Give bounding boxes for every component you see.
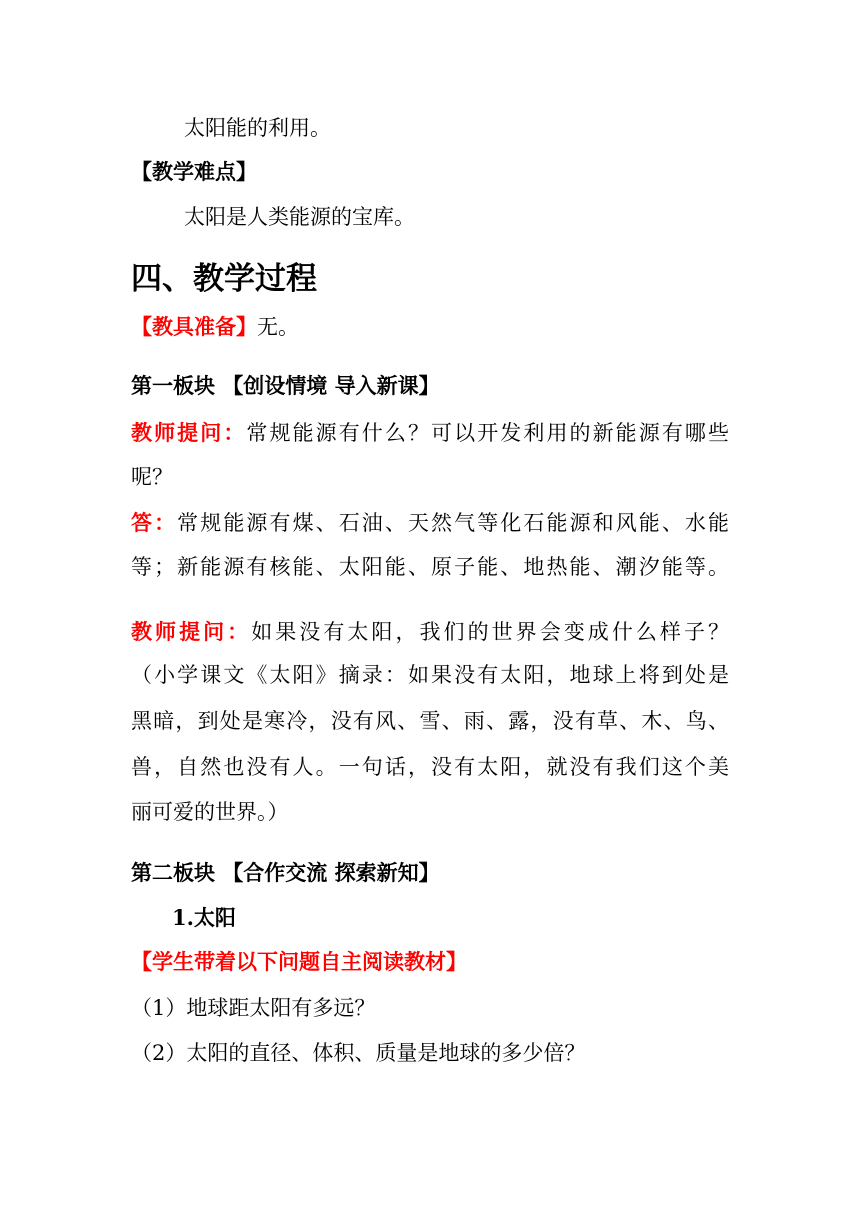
tools-label: 【教具准备】 [131, 314, 257, 339]
tools-line [131, 312, 299, 342]
block1-answer [131, 508, 729, 538]
block2-title: 第二板块 【合作交流 探索新知】 [131, 860, 440, 885]
answer-text: 常规能源有煤、石油、天然气等化石能源和风能、水能 [177, 511, 730, 535]
difficulty-text: 太阳是人类能源的宝库。 [184, 205, 415, 229]
excerpt-line: 兽，自然也没有人。一句话，没有太阳，就没有我们这个美 [131, 755, 729, 779]
excerpt-line: （小学课文《太阳》摘录：如果没有太阳，地球上将到处是 [131, 663, 729, 687]
block1-question2 [131, 617, 729, 647]
question-item: （2）太阳的直径、体积、质量是地球的多少倍？ [131, 1041, 586, 1065]
block1-question1 [131, 418, 729, 448]
question2-text: 如果没有太阳，我们的世界会变成什么样子？ [251, 620, 730, 644]
excerpt-line: 丽可爱的世界。） [131, 800, 289, 824]
question1-label: 教师提问： [131, 420, 247, 445]
answer-text-cont: 等；新能源有核能、太阳能、原子能、地热能、潮汐能等。 [131, 555, 729, 579]
block1-title: 第一板块 【创设情境 导入新课】 [131, 373, 440, 398]
block2-subtitle: 1.太阳 [172, 905, 236, 930]
difficulty-label: 【教学难点】 [131, 159, 257, 184]
question2-label: 教师提问： [131, 619, 252, 644]
focus-text: 太阳能的利用。 [184, 116, 331, 140]
block2-task: 【学生带着以下问题自主阅读教材】 [131, 949, 467, 974]
question-item: （1）地球距太阳有多远？ [131, 996, 376, 1020]
process-heading: 四、教学过程 [131, 261, 317, 297]
question1-text: 常规能源有什么？可以开发利用的新能源有哪些 [246, 421, 730, 445]
question1-text-cont: 呢？ [131, 465, 173, 489]
tools-text: 无。 [257, 315, 299, 339]
answer-label: 答： [131, 510, 178, 535]
excerpt-line: 黑暗，到处是寒冷，没有风、雪、雨、露，没有草、木、鸟、 [131, 709, 729, 733]
